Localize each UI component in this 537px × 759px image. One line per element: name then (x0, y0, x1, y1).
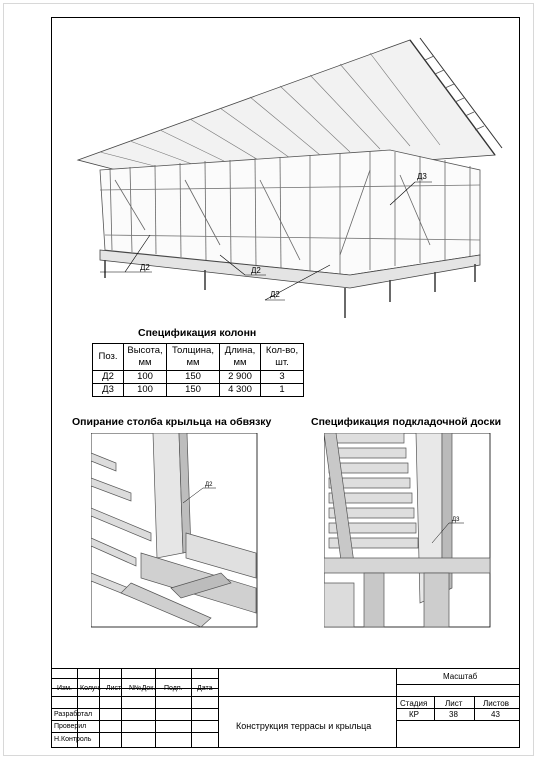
stamp-header-koluch: Колуч. (80, 685, 101, 692)
header-cell: Длина, мм (220, 344, 261, 371)
callout-d3-detail: Д3 (452, 517, 460, 523)
callout-d2-bottom: Д2 (270, 290, 280, 299)
header-cell: Кол-во, шт. (261, 344, 304, 371)
stamp-role-checker: Проверил (54, 723, 87, 730)
header-cell: Высота, мм (124, 344, 167, 371)
stamp-role-developer: Разработал (54, 711, 93, 718)
callout-d3-main: Д3 (417, 172, 427, 181)
callout-d2-detail: Д2 (205, 482, 213, 488)
stamp-sheets-label: Листов (483, 699, 509, 708)
stamp-header-podp: Подп. (164, 685, 183, 692)
detail-right-title: Спецификация подкладочной доски (311, 416, 502, 428)
stamp-header-ndok: N№Док. (129, 685, 156, 692)
stamp-role-normcontrol: Н.Контроль (54, 736, 92, 743)
detail-left-drawing (91, 433, 258, 628)
stamp-document-title: Конструкция террасы и крыльца (236, 721, 372, 731)
stamp-scale-label: Масштаб (443, 672, 478, 681)
table-cell: Д2 (93, 371, 124, 384)
table-cell: 100 (124, 371, 167, 384)
table-cell: 3 (261, 371, 304, 384)
table-cell: 1 (261, 384, 304, 397)
detail-right-drawing (324, 433, 491, 628)
header-cell: Толщина, мм (167, 344, 220, 371)
stamp-stage-value: КР (409, 710, 419, 719)
detail-left-title: Опирание столба крыльца на обвязку (72, 416, 272, 428)
stamp-sheets-value: 43 (491, 710, 500, 719)
callout-d2-center: Д2 (251, 266, 261, 275)
spec-columns-table (92, 343, 304, 397)
stamp-sheet-label: Лист (445, 699, 463, 708)
table-header-row (93, 344, 304, 371)
table-row (93, 384, 304, 397)
table-cell: 2 900 (220, 371, 261, 384)
table-cell: 4 300 (220, 384, 261, 397)
callout-d2-left: Д2 (140, 263, 150, 272)
house-frame-isometric (70, 20, 510, 320)
table-cell: 150 (167, 384, 220, 397)
stamp-header-izm: Изм. (57, 685, 72, 692)
table-cell: 150 (167, 371, 220, 384)
stamp-sheet-value: 38 (449, 710, 458, 719)
stamp-header-data: Дата (197, 685, 213, 692)
stamp-header-list: Лист (106, 685, 122, 692)
title-block (51, 668, 520, 748)
header-cell: Поз. (93, 344, 124, 371)
table-cell: Д3 (93, 384, 124, 397)
spec-columns-title: Спецификация колонн (138, 327, 257, 339)
table-row (93, 371, 304, 384)
stamp-stage-label: Стадия (400, 699, 428, 708)
table-cell: 100 (124, 384, 167, 397)
